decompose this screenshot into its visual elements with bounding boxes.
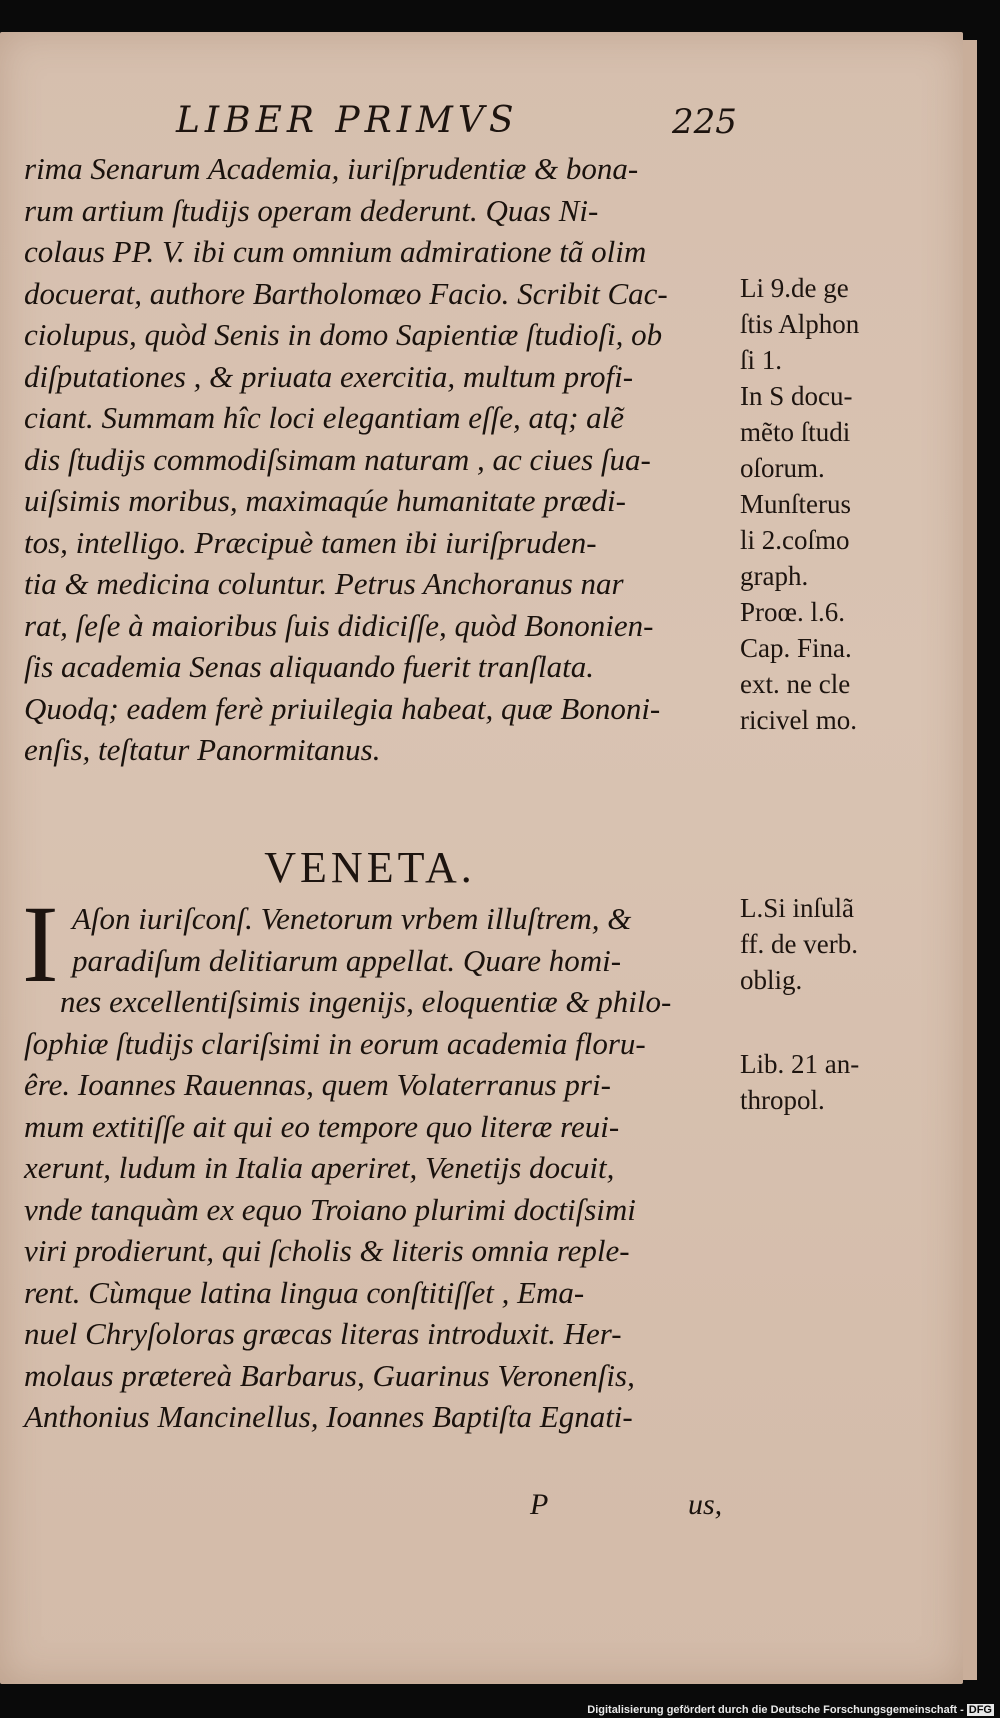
text-line: colaus PP. V. ibi cum omnium admiratione tã olim <box>24 234 647 269</box>
body-text-block-1 <box>24 148 736 771</box>
margin-note-line: graph. <box>740 561 809 591</box>
text-line: rat, ſeſe à maioribus ſuis didiciſſe, quòd Bononien- <box>24 607 654 643</box>
margin-note-line: ſtis Alphon <box>740 309 860 339</box>
margin-note-line: thropol. <box>740 1085 825 1115</box>
margin-note-line: oſorum. <box>740 453 825 483</box>
footer-text: Digitalisierung gefördert durch die Deutsche Forschungsgemeinschaft - <box>587 1704 964 1716</box>
text-line: nuel Chryſoloras græcas literas introduxit. Her- <box>24 1316 622 1351</box>
page-edge <box>963 40 977 1680</box>
page-number: 225 <box>672 102 737 142</box>
text-line: dis ſtudijs commodiſsimam naturam , ac ciues ſua- <box>24 441 651 477</box>
margin-note-line: oblig. <box>740 965 803 995</box>
margin-note-line: mẽto ſtudi <box>740 417 851 447</box>
text-line: uiſsimis moribus, maximaqúe humanitate prædi- <box>24 483 626 518</box>
text-line: docuerat, authore Bartholomæo Facio. Scribit Cac- <box>24 275 668 311</box>
margin-note-line: Li 9.de ge <box>740 273 849 303</box>
margin-notes-3 <box>740 1046 940 1118</box>
text-line: ciolupus, quòd Senis in domo Sapientiæ ſtudioſi, ob <box>24 317 663 352</box>
signature-mark: P <box>530 1488 549 1521</box>
text-line: mum extitiſſe ait qui eo tempore quo literæ reui- <box>24 1108 620 1144</box>
margin-note-line: Lib. 21 an- <box>740 1049 860 1079</box>
catchword: us, <box>688 1488 723 1521</box>
margin-note-line: In S docu- <box>740 381 853 411</box>
margin-note-line: li 2.coſmo <box>740 525 850 555</box>
text-line: diſputationes , & priuata exercitia, multum profi- <box>24 358 634 394</box>
text-line: Quodq; eadem ferè priuilegia habeat, quæ Bononi- <box>24 690 661 726</box>
text-line: enſis, teſtatur Panormitanus. <box>24 732 381 767</box>
drop-cap: I <box>22 883 59 1005</box>
text-line: êre. Ioannes Rauennas, quem Volaterranus pri- <box>24 1067 611 1102</box>
text-line: xerunt, ludum in Italia aperiret, Venetijs docuit, <box>24 1150 615 1185</box>
margin-note-line: L.Si inſulã <box>740 893 854 923</box>
text-line: paradiſum delitiarum appellat. Quare homi- <box>72 942 622 978</box>
section-heading: VENETA. <box>264 843 476 892</box>
text-line: ciant. Summam hîc loci elegantiam eſſe, atq; alẽ <box>24 400 625 435</box>
text-line: ſophiæ ſtudijs clariſsimi in eorum academia floru- <box>24 1025 646 1061</box>
text-line: rima Senarum Academia, iuriſprudentiæ & bona- <box>24 151 639 186</box>
margin-notes-1 <box>740 270 940 738</box>
body-text-block-2 <box>22 883 736 1438</box>
text-line: rum artium ſtudijs operam dederunt. Quas Ni- <box>24 192 599 228</box>
margin-note-line: ext. ne cle <box>740 669 851 699</box>
text-line: viri prodierunt, qui ſcholis & literis omnia reple- <box>24 1233 630 1268</box>
text-line: ſis academia Senas aliquando fuerit tranſlata. <box>24 649 595 684</box>
margin-note-line: Munſterus <box>740 489 851 519</box>
text-line: tia & medicina coluntur. Petrus Anchoranus nar <box>24 566 624 601</box>
margin-note-line: ricivel mo. <box>740 705 857 735</box>
text-line: nes excellentiſsimis ingenijs, eloquentiæ & philo- <box>60 984 672 1019</box>
text-line: molaus prætereà Barbarus, Guarinus Veronenſis, <box>24 1357 635 1393</box>
text-line: vnde tanquàm ex equo Troiano plurimi doctiſsimi <box>24 1191 636 1227</box>
text-line: rent. Cùmque latina lingua conſtitiſſet , Ema- <box>24 1274 585 1310</box>
dfg-logo: DFG <box>968 1704 992 1716</box>
text-line: Aſon iuriſconſ. Venetorum vrbem illuſtrem, & <box>72 901 632 936</box>
margin-note-line: ff. de verb. <box>740 929 858 959</box>
margin-notes-2 <box>740 890 940 998</box>
margin-note-line: Proœ. l.6. <box>740 597 846 627</box>
text-line: tos, intelligo. Præcipuè tamen ibi iuriſpruden- <box>24 524 597 560</box>
running-title: LIBER PRIMVS <box>176 100 519 141</box>
margin-note-line: ſi 1. <box>740 345 783 375</box>
text-line: Anthonius Mancinellus, Ioannes Baptiſta Egnati- <box>24 1399 633 1434</box>
digitization-footer <box>587 1704 994 1716</box>
margin-note-line: Cap. Fina. <box>740 633 852 663</box>
